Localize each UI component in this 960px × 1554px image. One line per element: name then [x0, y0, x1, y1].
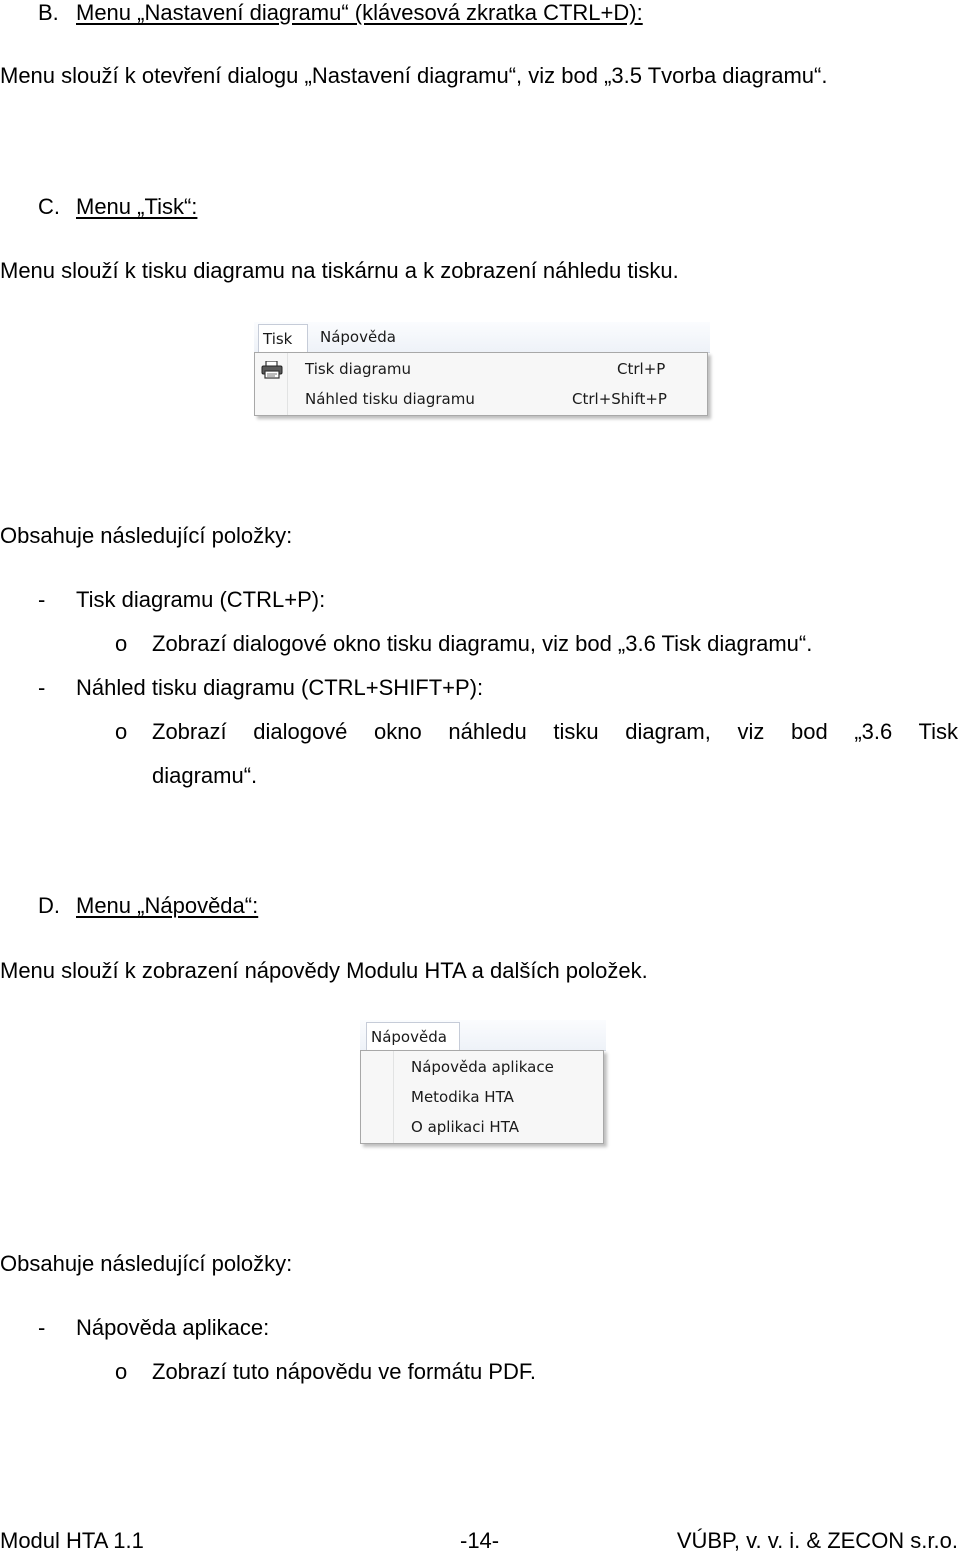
section-c-heading: Menu „Tisk“:: [76, 194, 198, 219]
list-item-text: Zobrazí tuto nápovědu ve formátu PDF.: [152, 1359, 536, 1384]
section-b-description: Menu slouží k otevření dialogu „Nastavení diagramu“, viz bod „3.5 Tvorba diagramu“.: [0, 63, 828, 88]
section-d-letter: D.: [38, 893, 60, 918]
menu-item-shortcut: Ctrl+Shift+P: [572, 390, 667, 408]
sub-bullet: o: [115, 631, 128, 656]
menubar-item-napoveda[interactable]: Nápověda: [366, 1022, 460, 1051]
list-item-text-line1: Zobrazí dialogové okno náhledu tisku diagram, viz bod „3.6 Tisk: [152, 719, 958, 744]
menubar-item-napoveda[interactable]: Nápověda: [320, 328, 396, 346]
menu-item-napoveda-aplikace[interactable]: [361, 1053, 603, 1081]
footer-right: VÚBP, v. v. i. & ZECON s.r.o.: [676, 1528, 958, 1553]
list-dash: -: [38, 675, 46, 700]
menu-item-shortcut: Ctrl+P: [617, 360, 666, 378]
section-c-description: Menu slouží k tisku diagramu na tiskárnu a k zobrazení náhledu tisku.: [0, 258, 679, 283]
list-item-text-line2: diagramu“.: [152, 763, 258, 788]
menubar: [360, 1020, 606, 1051]
sub-bullet: o: [115, 1359, 128, 1384]
section-b-heading: Menu „Nastavení diagramu“ (klávesová zkratka CTRL+D):: [76, 0, 643, 25]
list-dash: -: [38, 587, 46, 612]
tisk-menu-screenshot: [254, 322, 710, 420]
list-dash: -: [38, 1315, 46, 1340]
list-item-title: Tisk diagramu (CTRL+P):: [76, 587, 326, 612]
menu-item-tisk-diagramu[interactable]: [255, 355, 707, 383]
menu-item-label: Metodika HTA: [411, 1088, 514, 1106]
menu-item-label: Nápověda aplikace: [411, 1058, 554, 1076]
list-item-text: Zobrazí dialogové okno tisku diagramu, viz bod „3.6 Tisk diagramu“.: [152, 631, 813, 656]
list-item-title: Náhled tisku diagramu (CTRL+SHIFT+P):: [76, 675, 484, 700]
section-c-letter: C.: [38, 194, 60, 219]
printer-icon: [261, 360, 283, 388]
footer-page-number: -14-: [460, 1528, 500, 1553]
list-item-title: Nápověda aplikace:: [76, 1315, 270, 1340]
sub-bullet: o: [115, 719, 128, 744]
menu-item-o-aplikaci-hta[interactable]: [361, 1113, 603, 1141]
menubar: [254, 322, 710, 353]
menu-item-label: Náhled tisku diagramu: [305, 390, 475, 408]
napoveda-menu-screenshot: [360, 1020, 606, 1148]
section-d-heading: Menu „Nápověda“:: [76, 893, 259, 918]
menu-item-metodika-hta[interactable]: [361, 1083, 603, 1111]
section-d-description: Menu slouží k zobrazení nápovědy Modulu HTA a dalších položek.: [0, 958, 648, 983]
footer-left: Modul HTA 1.1: [0, 1528, 144, 1553]
menu-item-label: Tisk diagramu: [305, 360, 412, 378]
section-d-contains-label: Obsahuje následující položky:: [0, 1251, 293, 1276]
menu-item-label: O aplikaci HTA: [411, 1118, 519, 1136]
napoveda-dropdown: [360, 1050, 604, 1144]
menubar-item-tisk[interactable]: Tisk: [258, 324, 308, 353]
menu-item-nahled-tisku[interactable]: [255, 385, 707, 413]
section-b-letter: B.: [38, 0, 59, 25]
tisk-dropdown: [254, 352, 708, 416]
section-c-contains-label: Obsahuje následující položky:: [0, 523, 293, 548]
